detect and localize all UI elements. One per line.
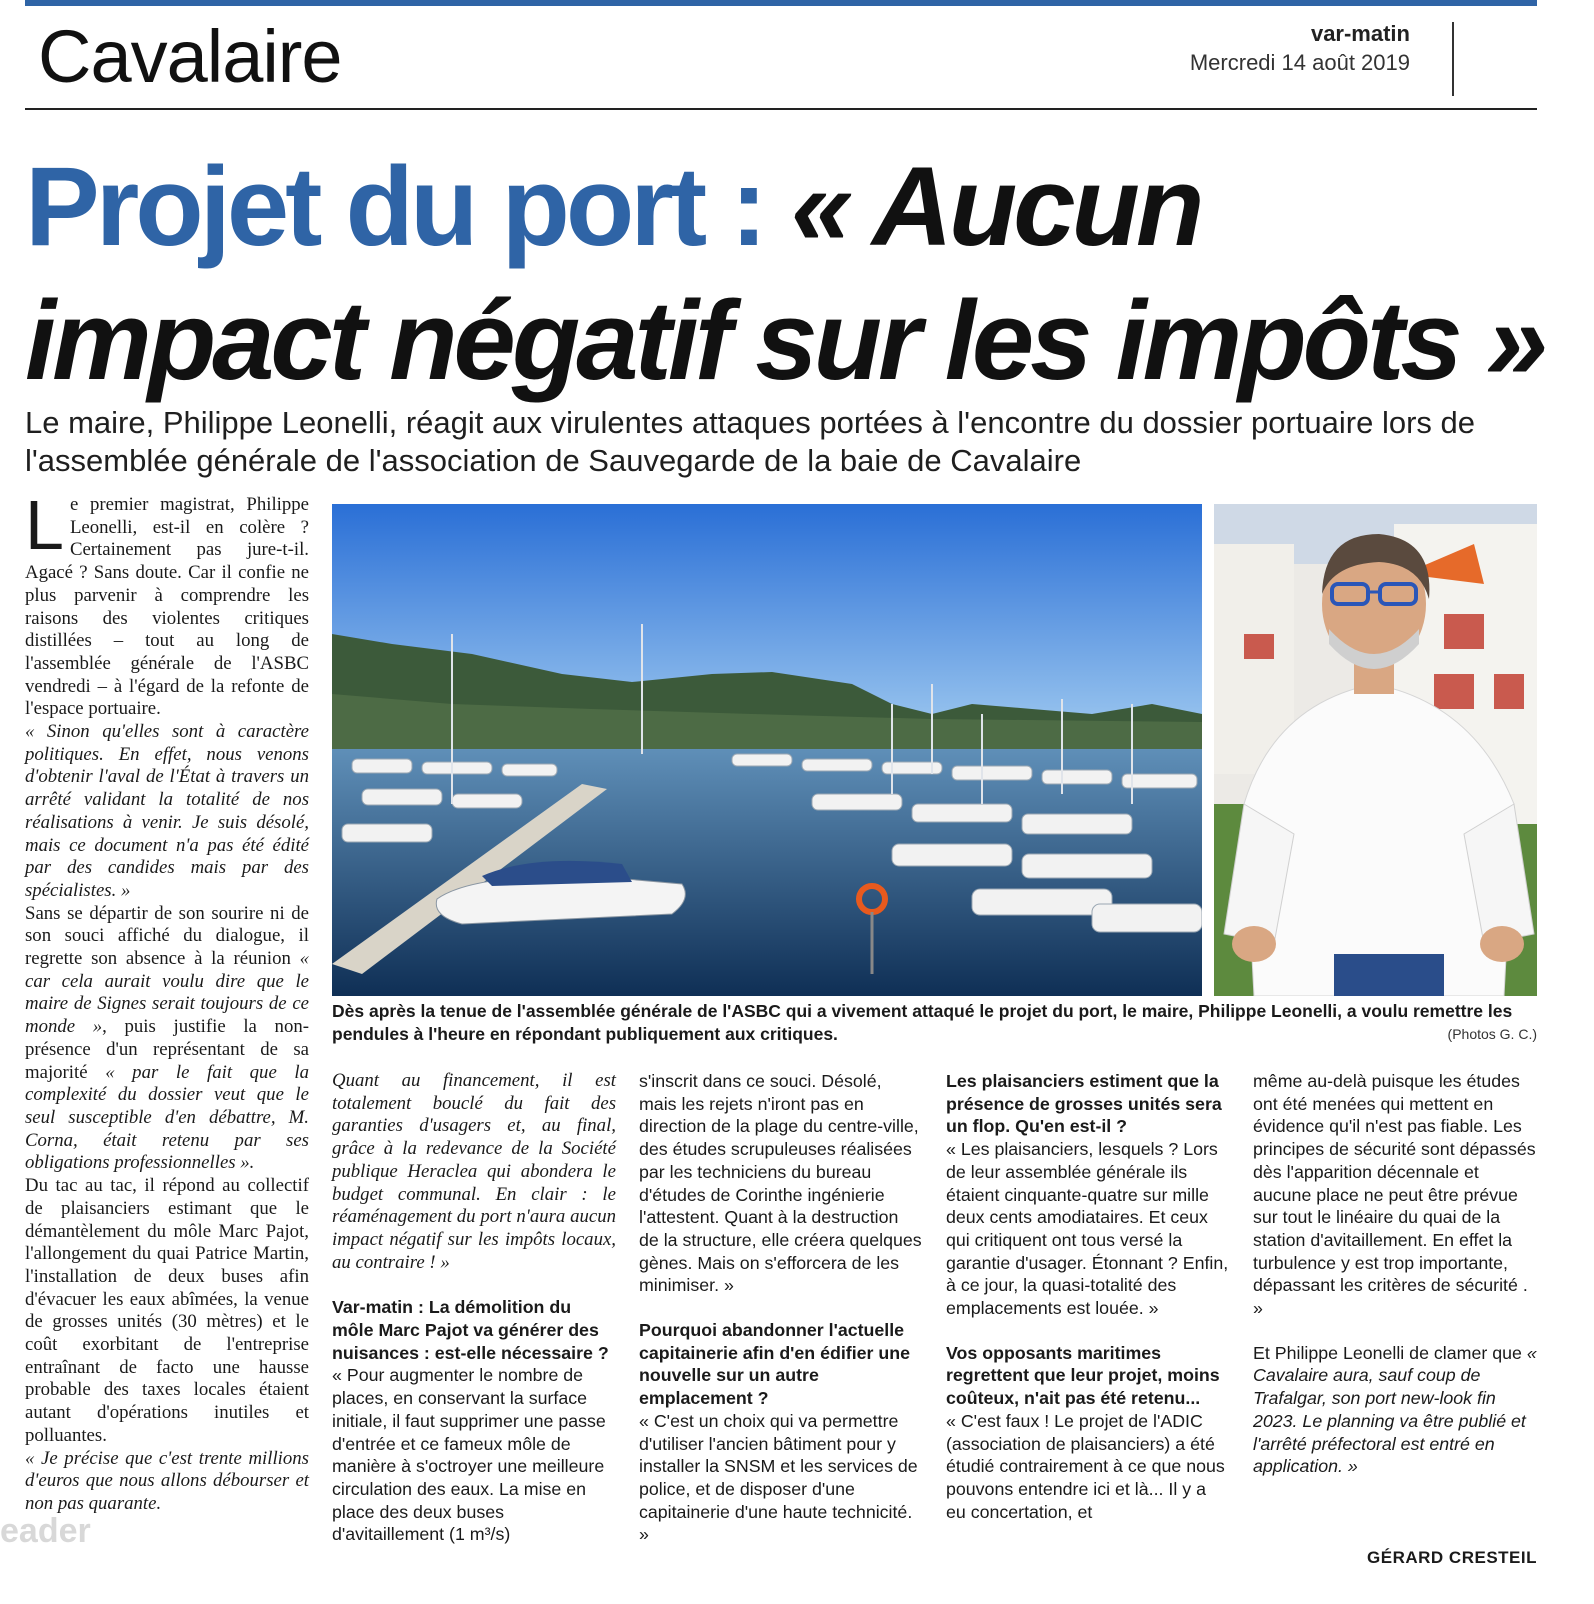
interview-answer: s'inscrit dans ce souci. Désolé, mais les rejets n'iront pas en direction de la plage du centre-ville, des études scrupuleuses réalisées par les techniciens du bureau d'études de Corinthe ingénierie l'attestent. Quant à la destruction de la structure, elle créera quelques gènes. Mais on s'efforcera de les minimiser. » [639, 1071, 922, 1296]
interview-answer: « Les plaisanciers, lesquels ? Lors de leur assemblée générale ils étaient cinquante-quatre sur mille deux cents amodiataires. Et ceux qui critiquent ont tous versé la garantie d'usager. Étonnant ? Enfin, à ce jour, la quasi-totalité des emplacements est louée. » [946, 1139, 1229, 1319]
mayor-portrait-photo [1214, 504, 1537, 996]
headline [25, 140, 1550, 408]
top-accent-rule [25, 0, 1537, 6]
article-column-3 [639, 1070, 923, 1546]
headline-quote: « Aucun impact négatif sur les impôts » [25, 144, 1545, 403]
interview-answer: « C'est un choix qui va permettre d'utiliser l'ancien bâtiment pour y installer la SNSM et les services de police, et de disposer d'une capitainerie d'une haute technicité. » [639, 1410, 918, 1545]
newspaper-name: var-matin [1310, 21, 1410, 46]
paragraph: « Sinon qu'elles sont à caractère politiques. En effet, nous venons d'obtenir l'aval de l'État à travers un arrêté validant la totalité de nos réalisations à venir. Je suis désolé, mais ce document n'a pas été édité par des candides mais par des spécialistes. » [25, 721, 309, 901]
harbor-photo [332, 504, 1202, 996]
article-column-5 [1253, 1070, 1537, 1478]
paragraph: Du tac au tac, il répond au collectif de plaisanciers estimant que le démantèlement du môle Marc Pajot, l'allongement du quai Patrice Martin, l'installation de deux buses afin d'évacuer les eaux abîmées, la venue de grosses unités (30 mètres) et le coût exorbitant de l'entreprise entraînant de facto une hausse probable des taxes locales étaient autant d'opérations inutiles et polluantes. [25, 1175, 309, 1446]
closing-paragraph: Et Philippe Leonelli de clamer que « Cavalaire aura, sauf coup de Trafalgar, son port new-look fin 2023. Le planning va être publié et l'arrêté préfectoral est entré en application. » [1253, 1342, 1537, 1477]
masthead [1190, 20, 1410, 78]
interview-question: Pourquoi abandonner l'actuelle capitainerie afin d'en édifier une nouvelle sur un autre emplacement ? [639, 1320, 911, 1409]
publication-date: Mercredi 14 août 2019 [1189, 50, 1410, 75]
paragraph: Le premier magistrat, Philippe Leonelli, est-il en colère ? Certainement pas jure-t-il. Agacé ? Sans doute. Car il confie ne plus parvenir à comprendre les raisons des violentes critiques distillées – tout au long de l'assemblée générale de l'ASBC vendredi – à l'égard de la refonte de l'espace portuaire. [25, 486, 309, 720]
quote-paragraph: Quant au financement, il est totalement bouclé du fait des garanties d'usagers et, au final, grâce à la redevance de la Société publique Heraclea qui abondera le budget communal. En clair : le réaménagement du port n'aura aucun impact négatif sur les impôts locaux, au contraire ! » [332, 1070, 616, 1273]
headline-topic: Projet du port : [25, 144, 791, 269]
author-byline: GÉRARD CRESTEIL [1367, 1548, 1537, 1567]
interview-answer: « C'est faux ! Le projet de l'ADIC (association de plaisanciers) a été étudié contrairement à ce que nous pouvons entendre ici et là... Il y a eu concertation, et [946, 1410, 1225, 1522]
watermark: eader [0, 1512, 91, 1550]
article-column-2 [332, 1070, 616, 1546]
interview-answer: même au-delà puisque les études ont été menées qui mettent en évidence qu'il n'est pas fiable. Les principes de sécurité sont dépassés dès l'apparition décennale et aucune place ne peut être prévue sur tout le linéaire du quai de la station d'avitaillement. En effet la turbulence y est trop importante, dépassant les critères de sécurité . » [1253, 1071, 1536, 1319]
article-column-4 [946, 1070, 1230, 1523]
interview-question: Les plaisanciers estiment que la présence de grosses unités sera un flop. Qu'en est-il ? [946, 1071, 1222, 1137]
article-deck: Le maire, Philippe Leonelli, réagit aux virulentes attaques portées à l'encontre du dossier portuaire lors de l'assemblée générale de l'association de Sauvegarde de la baie de Cavalaire [25, 405, 1475, 478]
paragraph: Sans se départir de son sourire ni de son souci affiché du dialogue, il regrette son absence à la réunion « car cela aurait voulu dire que le maire de Signes serait toujours de ce monde », puis justifie la non-présence d'un représentant de sa majorité « par le fait que la complexité du dossier veut que le seul susceptible d'en débattre, M. Corna, était retenu par ses obligations professionnelles ». [25, 902, 309, 1174]
photo-credit: (Photos G. C.) [1447, 1026, 1537, 1042]
interview-answer: « Pour augmenter le nombre de places, en conservant la surface initiale, il faut supprimer une passe d'entrée et ce fameux môle de manière à s'octroyer une meilleure circulation des eaux. La mise en place des deux buses d'avitaillement (1 m³/s) [332, 1365, 606, 1545]
photo-caption: Dès après la tenue de l'assemblée générale de l'ASBC qui a vivement attaqué le projet du port, le maire, Philippe Leonelli, a voulu remettre les pendules à l'heure en répondant publiquement aux critiques. [332, 1001, 1513, 1044]
interview-question: Var-matin : La démolition du môle Marc Pajot va générer des nuisances : est-elle nécessaire ? [332, 1297, 609, 1363]
drop-cap: L [25, 486, 64, 564]
header-rule [25, 108, 1537, 110]
article-column-1 [25, 486, 309, 1516]
paragraph: « Je précise que c'est trente millions d'euros que nous allons débourser et non pas quarante. [25, 1447, 309, 1514]
section-title: Cavalaire [38, 15, 342, 98]
interview-question: Vos opposants maritimes regrettent que leur projet, moins coûteux, n'ait pas été retenu... [946, 1342, 1220, 1409]
masthead-divider [1452, 22, 1454, 96]
